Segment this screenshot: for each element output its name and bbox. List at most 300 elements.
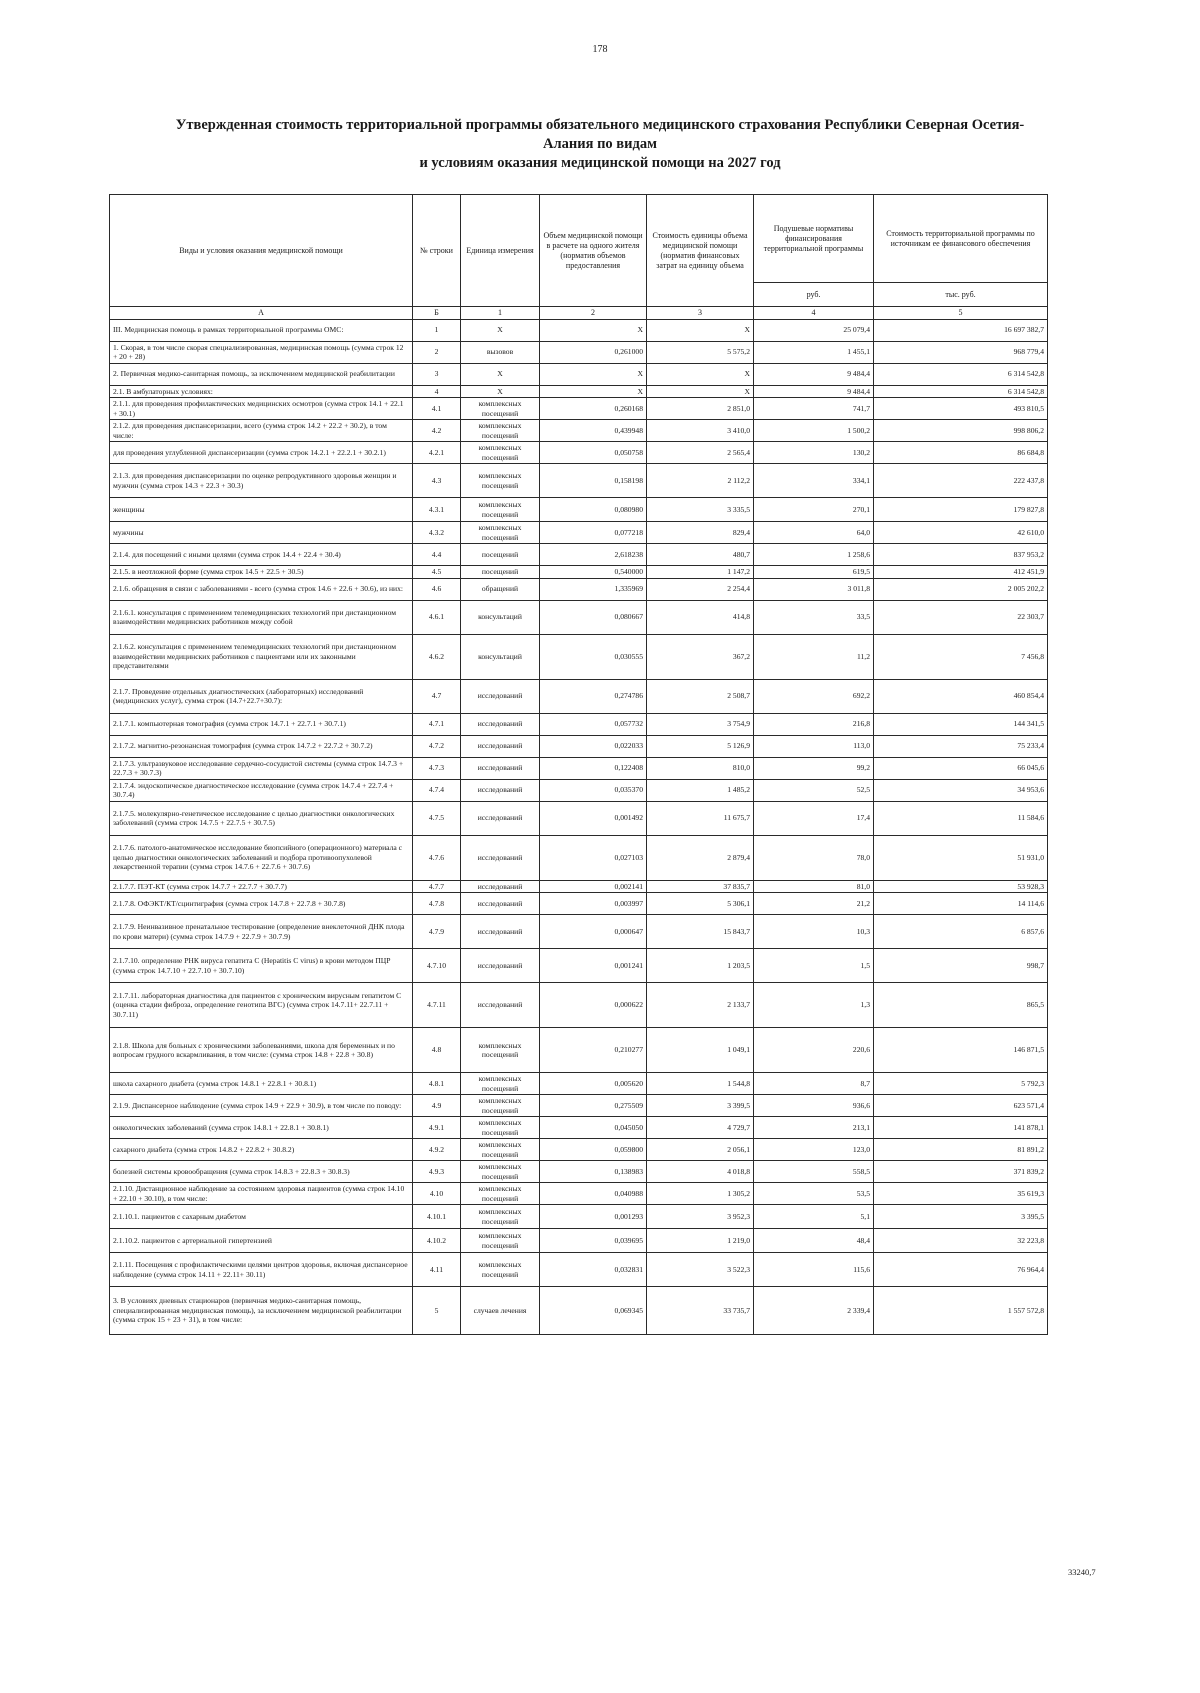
row-per-capita: 5,1 — [754, 1205, 874, 1229]
row-total-cost: 66 045,6 — [874, 757, 1048, 779]
row-unit-cost: 5 575,2 — [647, 341, 754, 363]
row-number: 2 — [413, 341, 461, 363]
table-row — [110, 398, 1048, 420]
row-total-cost: 51 931,0 — [874, 835, 1048, 880]
table-row — [110, 544, 1048, 566]
column-letter: Б — [413, 307, 461, 320]
table-row — [110, 1028, 1048, 1073]
row-volume: 0,039695 — [540, 1229, 647, 1253]
row-volume: 0,158198 — [540, 464, 647, 498]
row-volume: 0,077218 — [540, 522, 647, 544]
row-volume: 0,000622 — [540, 983, 647, 1028]
row-volume: 0,059800 — [540, 1139, 647, 1161]
row-number: 4.9.2 — [413, 1139, 461, 1161]
row-name: 2.1.9. Диспансерное наблюдение (сумма строк 14.9 + 22.9 + 30.9), в том числе по поводу: — [110, 1095, 413, 1117]
row-total-cost: 144 341,5 — [874, 713, 1048, 735]
row-volume: 0,001241 — [540, 949, 647, 983]
header-name: Виды и условия оказания медицинской помощи — [110, 195, 413, 307]
row-unit-cost: 4 729,7 — [647, 1117, 754, 1139]
row-total-cost: 35 619,3 — [874, 1183, 1048, 1205]
row-per-capita: 9 484,4 — [754, 385, 874, 398]
table-row — [110, 442, 1048, 464]
row-volume: 0,027103 — [540, 835, 647, 880]
row-volume: 0,080667 — [540, 600, 647, 634]
row-name: 2.1.7.8. ОФЭКТ/КТ/сцинтиграфия (сумма строк 14.7.8 + 22.7.8 + 30.7.8) — [110, 893, 413, 915]
document-title — [110, 116, 1090, 173]
row-number: 4 — [413, 385, 461, 398]
row-volume: 0,275509 — [540, 1095, 647, 1117]
row-per-capita: 1 258,6 — [754, 544, 874, 566]
row-name: 2.1.7. Проведение отдельных диагностических (лабораторных) исследований (медицинских услуг), сумма строк (14.7+22.7+30.7): — [110, 679, 413, 713]
row-per-capita: 1 455,1 — [754, 341, 874, 363]
table-row — [110, 420, 1048, 442]
row-number: 4.6.1 — [413, 600, 461, 634]
row-unit-cost: 2 254,4 — [647, 578, 754, 600]
row-total-cost: 412 451,9 — [874, 566, 1048, 579]
row-unit-cost: 1 147,2 — [647, 566, 754, 579]
row-unit: исследований — [461, 880, 540, 893]
row-volume: 0,260168 — [540, 398, 647, 420]
title-line-2: Алания по видам — [543, 136, 657, 152]
row-unit: комплексных посещений — [461, 1205, 540, 1229]
row-name: III. Медицинская помощь в рамках территориальной программы ОМС: — [110, 319, 413, 341]
row-name: сахарного диабета (сумма строк 14.8.2 + 22.8.2 + 30.8.2) — [110, 1139, 413, 1161]
row-unit: исследований — [461, 713, 540, 735]
row-number: 4.7.5 — [413, 801, 461, 835]
table-row — [110, 983, 1048, 1028]
row-unit: комплексных посещений — [461, 464, 540, 498]
table-row — [110, 757, 1048, 779]
row-total-cost: 371 839,2 — [874, 1161, 1048, 1183]
row-volume: 0,050758 — [540, 442, 647, 464]
row-name: 2.1.11. Посещения с профилактическими целями центров здоровья, включая диспансерное наблюдение (сумма строк 14.11 + 22.11+ 30.11) — [110, 1253, 413, 1287]
table-row — [110, 1183, 1048, 1205]
row-unit: комплексных посещений — [461, 1183, 540, 1205]
row-name: 2.1.1. для проведения профилактических медицинских осмотров (сумма строк 14.1 + 22.1 + 30.1) — [110, 398, 413, 420]
row-total-cost: 81 891,2 — [874, 1139, 1048, 1161]
row-per-capita: 213,1 — [754, 1117, 874, 1139]
row-per-capita: 130,2 — [754, 442, 874, 464]
row-unit: исследований — [461, 735, 540, 757]
row-unit: комплексных посещений — [461, 1253, 540, 1287]
row-unit: комплексных посещений — [461, 498, 540, 522]
row-volume: X — [540, 319, 647, 341]
row-per-capita: 52,5 — [754, 779, 874, 801]
row-volume: 0,032831 — [540, 1253, 647, 1287]
row-unit: вызовов — [461, 341, 540, 363]
row-unit: комплексных посещений — [461, 1028, 540, 1073]
row-unit: исследований — [461, 801, 540, 835]
row-volume: 0,057732 — [540, 713, 647, 735]
row-unit-cost: X — [647, 385, 754, 398]
row-unit-cost: 3 399,5 — [647, 1095, 754, 1117]
row-total-cost: 75 233,4 — [874, 735, 1048, 757]
table-row — [110, 893, 1048, 915]
row-per-capita: 33,5 — [754, 600, 874, 634]
row-per-capita: 692,2 — [754, 679, 874, 713]
row-per-capita: 1 500,2 — [754, 420, 874, 442]
table-row — [110, 578, 1048, 600]
row-number: 4.9.1 — [413, 1117, 461, 1139]
row-unit: X — [461, 319, 540, 341]
row-total-cost: 493 810,5 — [874, 398, 1048, 420]
row-name: 2.1.7.6. патолого-анатомическое исследование биопсийного (операционного) материала с целью диагностики онкологических заболеваний и подбора противоопухолевой лекарственной терапии (сумма строк 14.7.6 + 22.7.6 + 30.7.6) — [110, 835, 413, 880]
row-unit: исследований — [461, 757, 540, 779]
header-unit: Единица измерения — [461, 195, 540, 307]
row-name: 2.1.7.10. определение РНК вируса гепатита С (Hepatitis C virus) в крови методом ПЦР (сумма строк 14.7.10 + 22.7.10 + 30.7.10) — [110, 949, 413, 983]
row-number: 4.2 — [413, 420, 461, 442]
row-name: 2.1.7.9. Неинвазивное пренатальное тестирование (определение внеклеточной ДНК плода по крови матери) (сумма строк 14.7.9 + 22.7.9 + 30.7.9) — [110, 915, 413, 949]
row-total-cost: 7 456,8 — [874, 634, 1048, 679]
row-unit-cost: X — [647, 319, 754, 341]
row-unit-cost: 2 133,7 — [647, 983, 754, 1028]
row-unit-cost: 829,4 — [647, 522, 754, 544]
row-total-cost: 998 806,2 — [874, 420, 1048, 442]
row-unit: обращений — [461, 578, 540, 600]
page-number: 178 — [592, 44, 608, 55]
row-name: 2.1.2. для проведения диспансеризации, всего (сумма строк 14.2 + 22.2 + 30.2), в том числе: — [110, 420, 413, 442]
row-name: 1. Скорая, в том числе скорая специализированная, медицинская помощь (сумма строк 12 + 20 + 28) — [110, 341, 413, 363]
row-number: 1 — [413, 319, 461, 341]
row-per-capita: 17,4 — [754, 801, 874, 835]
header-unit-rub: руб. — [754, 283, 874, 307]
row-number: 4.7.7 — [413, 880, 461, 893]
row-per-capita: 48,4 — [754, 1229, 874, 1253]
row-unit: случаев лечения — [461, 1287, 540, 1335]
row-name: 2.1.8. Школа для больных с хроническими заболеваниями, школа для беременных и по вопросам грудного вскармливания, в том числе: (сумма строк 14.8 + 22.8 + 30.8) — [110, 1028, 413, 1073]
row-unit-cost: 1 305,2 — [647, 1183, 754, 1205]
title-line-3: и условиям оказания медицинской помощи на 2027 год — [419, 155, 781, 171]
row-unit-cost: 2 565,4 — [647, 442, 754, 464]
row-per-capita: 64,0 — [754, 522, 874, 544]
row-name: 2.1.6.1. консультация с применением телемедицинских технологий при дистанционном взаимодействии медицинских работников между собой — [110, 600, 413, 634]
row-per-capita: 334,1 — [754, 464, 874, 498]
table-row — [110, 949, 1048, 983]
row-number: 4.7 — [413, 679, 461, 713]
row-total-cost: 2 005 202,2 — [874, 578, 1048, 600]
row-volume: 0,030555 — [540, 634, 647, 679]
row-total-cost: 968 779,4 — [874, 341, 1048, 363]
row-volume: 0,138983 — [540, 1161, 647, 1183]
row-unit-cost: 1 485,2 — [647, 779, 754, 801]
table-row — [110, 1287, 1048, 1335]
row-total-cost: 34 953,6 — [874, 779, 1048, 801]
row-number: 4.3 — [413, 464, 461, 498]
row-total-cost: 6 314 542,8 — [874, 385, 1048, 398]
row-unit: комплексных посещений — [461, 1095, 540, 1117]
row-name: 2.1.7.5. молекулярно-генетическое исследование с целью диагностики онкологических заболеваний (сумма строк 14.7.5 + 22.7.5 + 30.7.5) — [110, 801, 413, 835]
row-per-capita: 81,0 — [754, 880, 874, 893]
row-volume: 0,122408 — [540, 757, 647, 779]
table-row — [110, 363, 1048, 385]
row-per-capita: 9 484,4 — [754, 363, 874, 385]
table-row — [110, 713, 1048, 735]
row-unit-cost: 1 049,1 — [647, 1028, 754, 1073]
column-letter: 1 — [461, 307, 540, 320]
table-row — [110, 1229, 1048, 1253]
row-per-capita: 21,2 — [754, 893, 874, 915]
row-volume: 0,022033 — [540, 735, 647, 757]
row-volume: 0,035370 — [540, 779, 647, 801]
row-unit: исследований — [461, 835, 540, 880]
row-unit-cost: 33 735,7 — [647, 1287, 754, 1335]
header-volume: Объем медицинской помощи в расчете на одного жителя (норматив объемов предоставления — [540, 195, 647, 307]
row-unit-cost: 5 306,1 — [647, 893, 754, 915]
row-unit-cost: 2 879,4 — [647, 835, 754, 880]
row-unit-cost: 367,2 — [647, 634, 754, 679]
row-name: 2. Первичная медико-санитарная помощь, за исключением медицинской реабилитации — [110, 363, 413, 385]
table-row — [110, 1161, 1048, 1183]
row-volume: X — [540, 363, 647, 385]
table-row — [110, 1117, 1048, 1139]
row-number: 4.7.10 — [413, 949, 461, 983]
row-number: 4.8 — [413, 1028, 461, 1073]
row-total-cost: 6 314 542,8 — [874, 363, 1048, 385]
row-unit-cost: 2 508,7 — [647, 679, 754, 713]
row-name: 2.1.4. для посещений с иными целями (сумма строк 14.4 + 22.4 + 30.4) — [110, 544, 413, 566]
row-number: 4.8.1 — [413, 1073, 461, 1095]
row-unit: комплексных посещений — [461, 522, 540, 544]
row-number: 4.7.1 — [413, 713, 461, 735]
header-unit-thousand-rub: тыс. руб. — [874, 283, 1048, 307]
row-per-capita: 99,2 — [754, 757, 874, 779]
row-number: 4.11 — [413, 1253, 461, 1287]
row-name: мужчины — [110, 522, 413, 544]
row-total-cost: 865,5 — [874, 983, 1048, 1028]
title-line-1: Утвержденная стоимость территориальной программы обязательного медицинского страхования Республики Северная Осетия- — [175, 117, 1025, 133]
row-name: 2.1.7.2. магнитно-резонансная томография (сумма строк 14.7.2 + 22.7.2 + 30.7.2) — [110, 735, 413, 757]
row-volume: 0,003997 — [540, 893, 647, 915]
table-row — [110, 1205, 1048, 1229]
row-name: 2.1.3. для проведения диспансеризации по оценке репродуктивного здоровья женщин и мужчин (сумма строк 14.3 + 22.3 + 30.3) — [110, 464, 413, 498]
row-volume: 0,005620 — [540, 1073, 647, 1095]
row-name: 2.1.7.4. эндоскопическое диагностическое исследование (сумма строк 14.7.4 + 22.7.4 + 30.7.4) — [110, 779, 413, 801]
row-unit: посещений — [461, 566, 540, 579]
row-number: 4.6 — [413, 578, 461, 600]
table-row — [110, 600, 1048, 634]
row-total-cost: 11 584,6 — [874, 801, 1048, 835]
table-row — [110, 1095, 1048, 1117]
row-per-capita: 53,5 — [754, 1183, 874, 1205]
row-number: 4.7.8 — [413, 893, 461, 915]
row-unit: посещений — [461, 544, 540, 566]
table-row — [110, 915, 1048, 949]
row-unit-cost: 414,8 — [647, 600, 754, 634]
row-name: болезней системы кровообращения (сумма строк 14.8.3 + 22.8.3 + 30.8.3) — [110, 1161, 413, 1183]
row-volume: X — [540, 385, 647, 398]
row-unit: исследований — [461, 679, 540, 713]
row-per-capita: 10,3 — [754, 915, 874, 949]
column-letter: 2 — [540, 307, 647, 320]
row-per-capita: 741,7 — [754, 398, 874, 420]
row-unit-cost: 3 410,0 — [647, 420, 754, 442]
row-unit: комплексных посещений — [461, 1117, 540, 1139]
row-total-cost: 86 684,8 — [874, 442, 1048, 464]
row-per-capita: 2 339,4 — [754, 1287, 874, 1335]
row-name: 2.1.7.11. лабораторная диагностика для пациентов с хроническим вирусным гепатитом С (оценка стадии фиброза, определение генотипа ВГС) (сумма строк 14.7.11+ 22.7.11 + 30.7.11) — [110, 983, 413, 1028]
row-per-capita: 113,0 — [754, 735, 874, 757]
side-note: 33240,7 — [1068, 1567, 1096, 1577]
column-letter: 3 — [647, 307, 754, 320]
row-total-cost: 22 303,7 — [874, 600, 1048, 634]
row-per-capita: 1,3 — [754, 983, 874, 1028]
row-total-cost: 3 395,5 — [874, 1205, 1048, 1229]
header-total-cost: Стоимость территориальной программы по источникам ее финансового обеспечения — [874, 195, 1048, 283]
row-unit-cost: 810,0 — [647, 757, 754, 779]
table-row — [110, 341, 1048, 363]
row-unit-cost: 4 018,8 — [647, 1161, 754, 1183]
row-total-cost: 460 854,4 — [874, 679, 1048, 713]
row-total-cost: 53 928,3 — [874, 880, 1048, 893]
row-per-capita: 11,2 — [754, 634, 874, 679]
row-name: 2.1.10. Дистанционное наблюдение за состоянием здоровья пациентов (сумма строк 14.10 + 22.10 + 30.10), в том числе: — [110, 1183, 413, 1205]
row-unit-cost: 11 675,7 — [647, 801, 754, 835]
header-unit-cost: Стоимость единицы объема медицинской помощи (норматив финансовых затрат на единицу объема — [647, 195, 754, 307]
cost-table — [109, 194, 1048, 1335]
row-name: 2.1.5. в неотложной форме (сумма строк 14.5 + 22.5 + 30.5) — [110, 566, 413, 579]
row-name: 3. В условиях дневных стационаров (первичная медико-санитарная помощь, специализированная медицинская помощь), за исключением медицинской реабилитации (сумма строк 15 + 23 + 31), в том числе: — [110, 1287, 413, 1335]
row-unit-cost: 2 056,1 — [647, 1139, 754, 1161]
row-volume: 0,040988 — [540, 1183, 647, 1205]
row-total-cost: 14 114,6 — [874, 893, 1048, 915]
row-total-cost: 141 878,1 — [874, 1117, 1048, 1139]
table-row — [110, 634, 1048, 679]
row-unit-cost: 37 835,7 — [647, 880, 754, 893]
row-number: 4.7.11 — [413, 983, 461, 1028]
row-number: 3 — [413, 363, 461, 385]
row-volume: 0,001492 — [540, 801, 647, 835]
row-volume: 0,045050 — [540, 1117, 647, 1139]
row-per-capita: 220,6 — [754, 1028, 874, 1073]
row-volume: 0,274786 — [540, 679, 647, 713]
table-row — [110, 835, 1048, 880]
row-number: 4.6.2 — [413, 634, 461, 679]
row-total-cost: 146 871,5 — [874, 1028, 1048, 1073]
row-unit-cost: 3 952,3 — [647, 1205, 754, 1229]
column-letter: 5 — [874, 307, 1048, 320]
row-total-cost: 623 571,4 — [874, 1095, 1048, 1117]
column-letter: А — [110, 307, 413, 320]
row-name: 2.1.6.2. консультация с применением телемедицинских технологий при дистанционном взаимодействии медицинских работников с пациентами или их законными представителями — [110, 634, 413, 679]
table-row — [110, 498, 1048, 522]
row-total-cost: 76 964,4 — [874, 1253, 1048, 1287]
table-row — [110, 801, 1048, 835]
row-number: 4.9 — [413, 1095, 461, 1117]
row-total-cost: 1 557 572,8 — [874, 1287, 1048, 1335]
row-unit: консультаций — [461, 600, 540, 634]
table-row — [110, 464, 1048, 498]
row-unit: исследований — [461, 949, 540, 983]
row-unit: исследований — [461, 779, 540, 801]
row-unit: исследований — [461, 983, 540, 1028]
row-volume: 0,439948 — [540, 420, 647, 442]
row-volume: 1,335969 — [540, 578, 647, 600]
row-unit-cost: 15 843,7 — [647, 915, 754, 949]
row-name: 2.1.7.3. ультразвуковое исследование сердечно-сосудистой системы (сумма строк 14.7.3 + 22.7.3 + 30.7.3) — [110, 757, 413, 779]
row-volume: 0,069345 — [540, 1287, 647, 1335]
row-number: 4.7.9 — [413, 915, 461, 949]
row-total-cost: 837 953,2 — [874, 544, 1048, 566]
table-row — [110, 1139, 1048, 1161]
row-total-cost: 222 437,8 — [874, 464, 1048, 498]
row-name: 2.1.10.2. пациентов с артериальной гипертензией — [110, 1229, 413, 1253]
row-name: для проведения углубленной диспансеризации (сумма строк 14.2.1 + 22.2.1 + 30.2.1) — [110, 442, 413, 464]
row-per-capita: 558,5 — [754, 1161, 874, 1183]
row-unit: комплексных посещений — [461, 1229, 540, 1253]
row-volume: 0,080980 — [540, 498, 647, 522]
row-volume: 0,261000 — [540, 341, 647, 363]
row-volume: 0,001293 — [540, 1205, 647, 1229]
row-per-capita: 8,7 — [754, 1073, 874, 1095]
row-unit-cost: 3 522,3 — [647, 1253, 754, 1287]
row-per-capita: 3 011,8 — [754, 578, 874, 600]
row-total-cost: 5 792,3 — [874, 1073, 1048, 1095]
row-unit: комплексных посещений — [461, 1139, 540, 1161]
row-number: 4.5 — [413, 566, 461, 579]
row-number: 4.10.2 — [413, 1229, 461, 1253]
column-letter: 4 — [754, 307, 874, 320]
row-total-cost: 42 610,0 — [874, 522, 1048, 544]
table-row — [110, 735, 1048, 757]
row-unit: исследований — [461, 915, 540, 949]
table-row — [110, 1073, 1048, 1095]
row-name: 2.1. В амбулаторных условиях: — [110, 385, 413, 398]
table-row — [110, 566, 1048, 579]
row-unit-cost: 1 219,0 — [647, 1229, 754, 1253]
row-number: 4.1 — [413, 398, 461, 420]
table-row — [110, 385, 1048, 398]
row-name: 2.1.10.1. пациентов с сахарным диабетом — [110, 1205, 413, 1229]
row-number: 4.7.3 — [413, 757, 461, 779]
table-header — [110, 195, 1048, 320]
row-volume: 0,210277 — [540, 1028, 647, 1073]
row-unit-cost: 3 335,5 — [647, 498, 754, 522]
header-row-number: № строки — [413, 195, 461, 307]
row-total-cost: 179 827,8 — [874, 498, 1048, 522]
row-volume: 0,002141 — [540, 880, 647, 893]
row-per-capita: 619,5 — [754, 566, 874, 579]
row-name: 2.1.6. обращения в связи с заболеваниями - всего (сумма строк 14.6 + 22.6 + 30.6), из них: — [110, 578, 413, 600]
row-unit-cost: 2 112,2 — [647, 464, 754, 498]
row-name: школа сахарного диабета (сумма строк 14.8.1 + 22.8.1 + 30.8.1) — [110, 1073, 413, 1095]
row-volume: 0,000647 — [540, 915, 647, 949]
row-total-cost: 998,7 — [874, 949, 1048, 983]
row-unit-cost: 480,7 — [647, 544, 754, 566]
table-row — [110, 1253, 1048, 1287]
row-unit-cost: 2 851,0 — [647, 398, 754, 420]
row-name: женщины — [110, 498, 413, 522]
row-total-cost: 6 857,6 — [874, 915, 1048, 949]
table-row — [110, 679, 1048, 713]
table-body — [110, 319, 1048, 1335]
row-unit: исследований — [461, 893, 540, 915]
row-number: 4.3.1 — [413, 498, 461, 522]
row-unit: комплексных посещений — [461, 1073, 540, 1095]
row-unit: комплексных посещений — [461, 442, 540, 464]
row-name: 2.1.7.7. ПЭТ-КТ (сумма строк 14.7.7 + 22.7.7 + 30.7.7) — [110, 880, 413, 893]
column-letters-row — [110, 307, 1048, 320]
row-number: 4.7.2 — [413, 735, 461, 757]
row-total-cost: 16 697 382,7 — [874, 319, 1048, 341]
row-per-capita: 78,0 — [754, 835, 874, 880]
row-per-capita: 270,1 — [754, 498, 874, 522]
row-volume: 0,540000 — [540, 566, 647, 579]
row-number: 4.10 — [413, 1183, 461, 1205]
row-per-capita: 936,6 — [754, 1095, 874, 1117]
row-unit-cost: 3 754,9 — [647, 713, 754, 735]
row-per-capita: 216,8 — [754, 713, 874, 735]
table-row — [110, 522, 1048, 544]
